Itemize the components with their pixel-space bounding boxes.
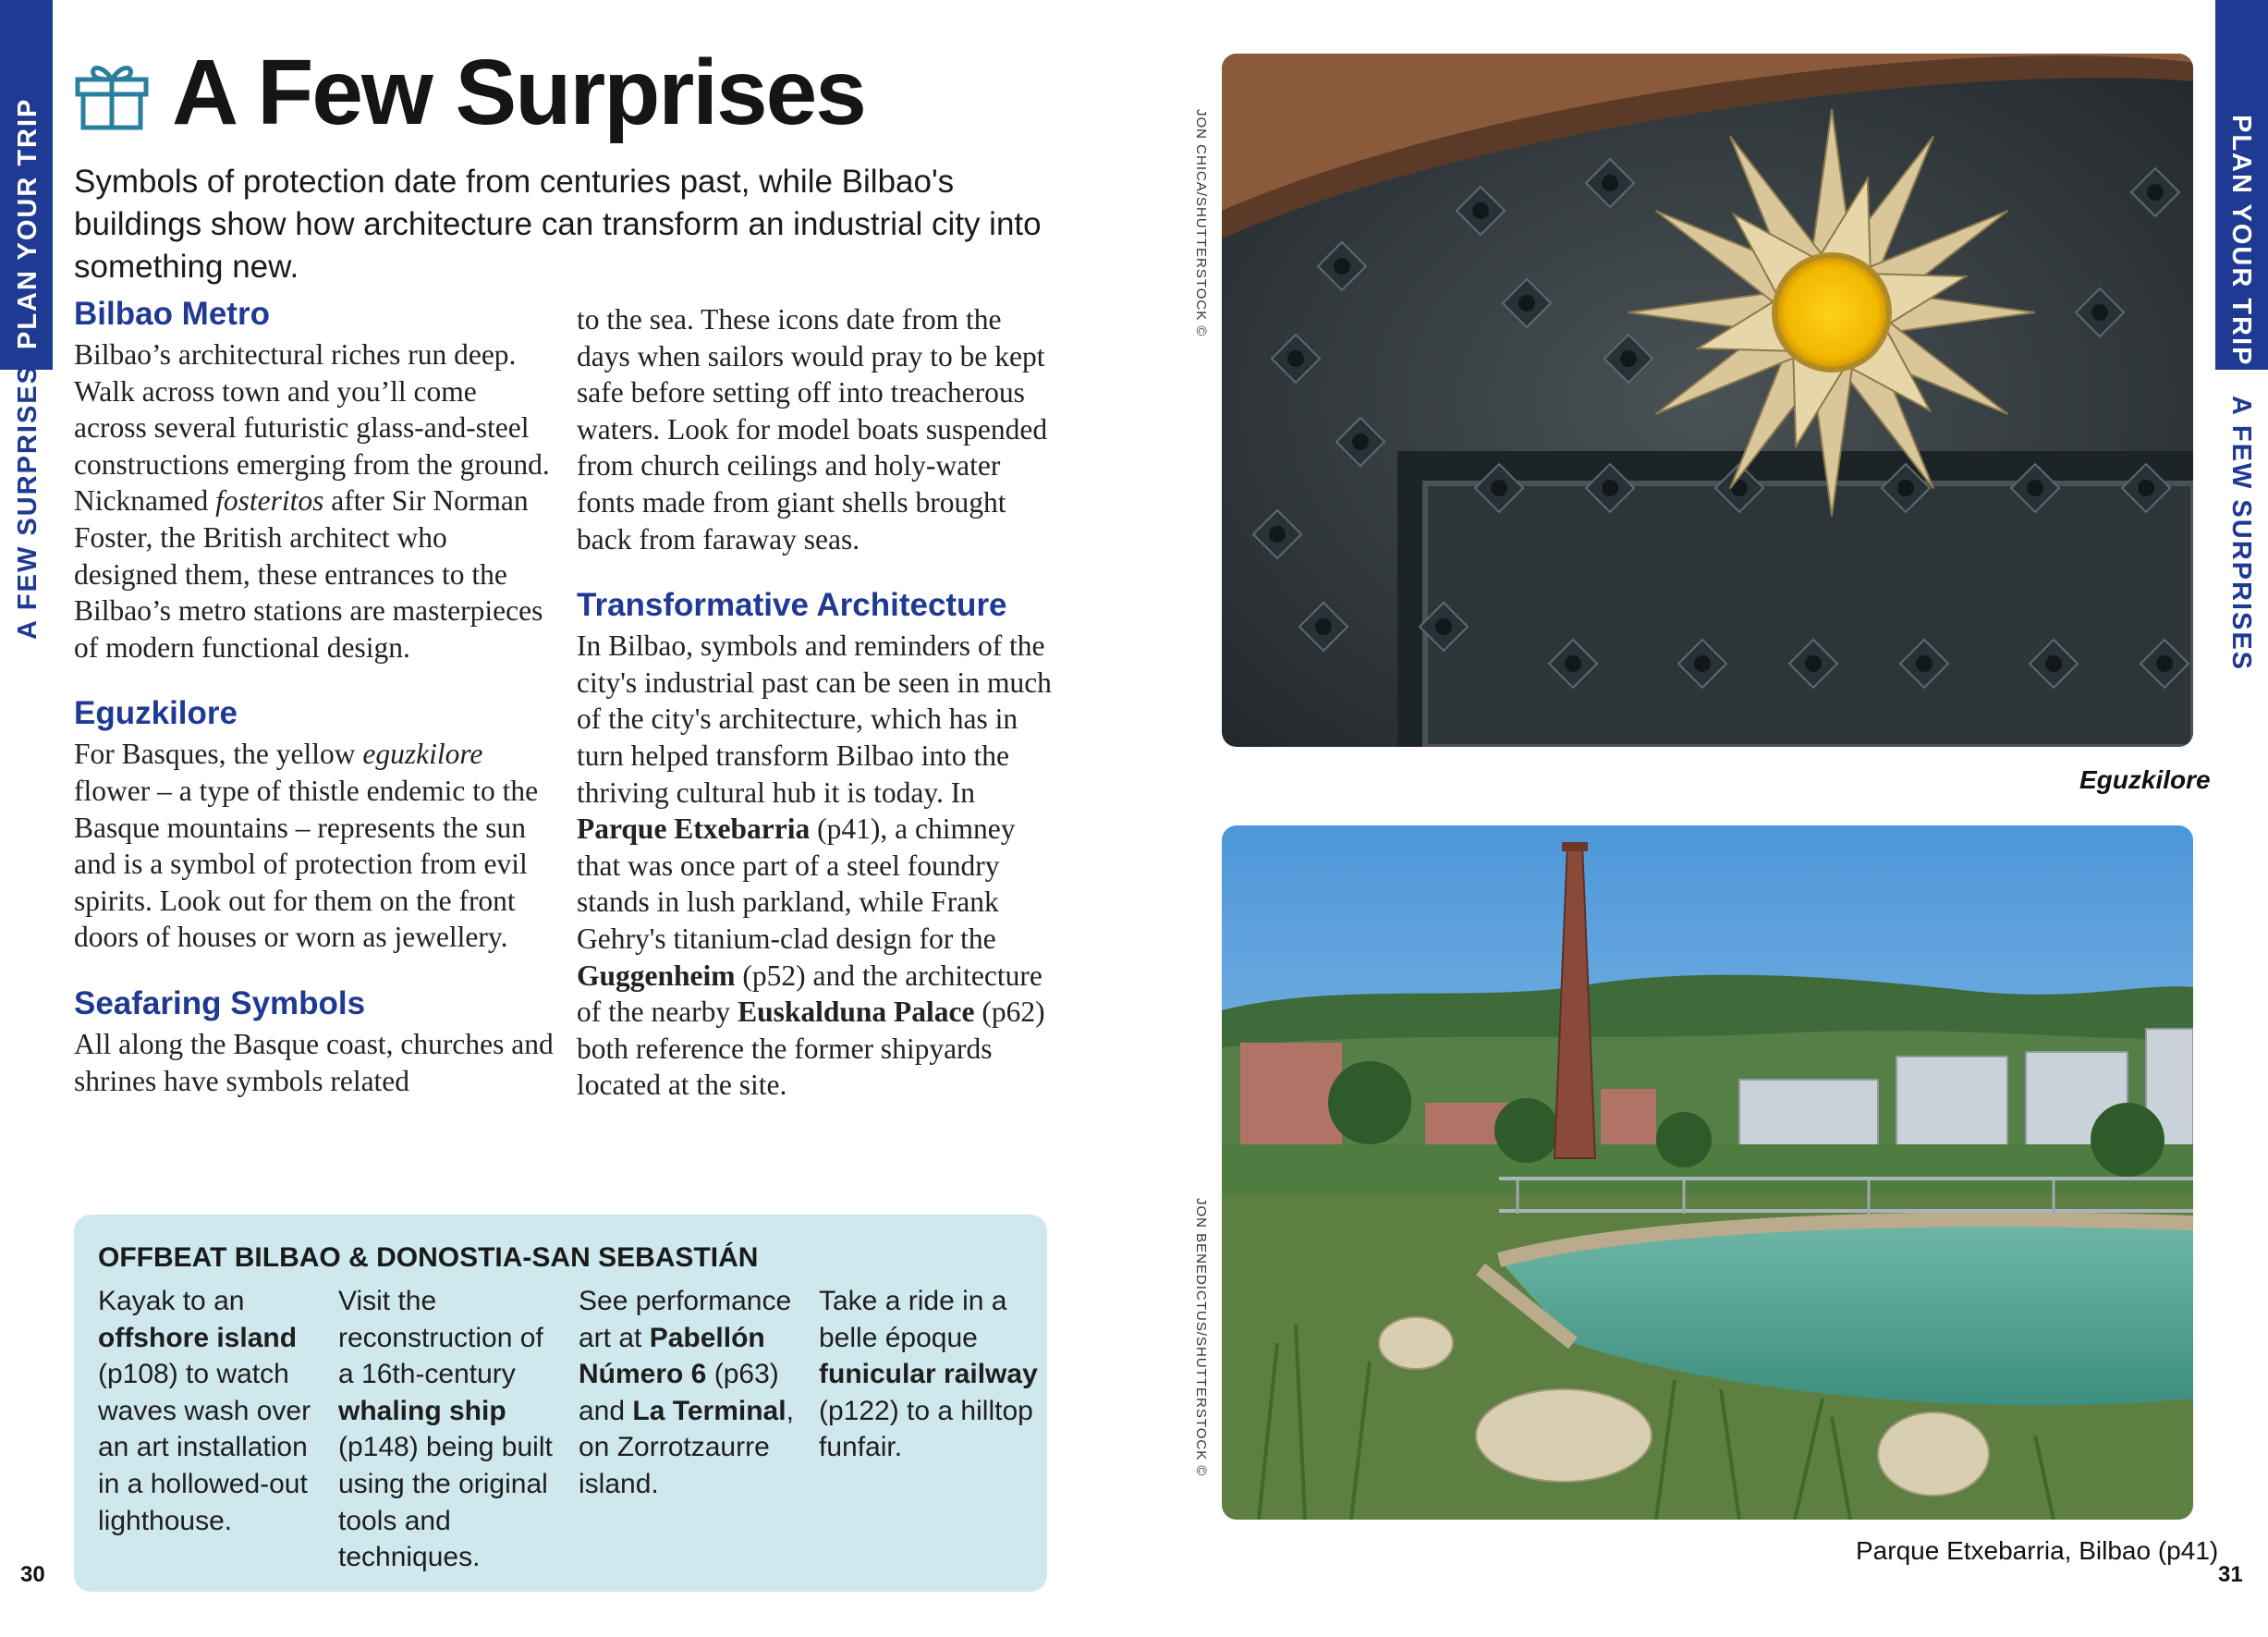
paragraph-seafaring-continued: to the sea. These icons date from the days when sailors would pray to be kept safe before setting off into treacherous waters. Look for model boats suspended from church ceilings and holy-water fonts made from giant shells brought back from faraway seas. [577, 303, 1048, 556]
caption-eguzkilore: Eguzkilore [2079, 765, 2211, 794]
caption-parque-etxebarria: Parque Etxebarria, Bilbao (p41) [1856, 1536, 2219, 1565]
heading-seafaring-symbols: Seafaring Symbols [74, 984, 366, 1021]
left-section-label: A FEW SURPRISES [13, 363, 43, 640]
offbeat-item-4: Take a ride in a belle époque funicular railway (p122) to a hilltop funfair. [819, 1286, 1038, 1463]
offbeat-box-title: OFFBEAT BILBAO & DONOSTIA-SAN SEBASTIÁN [98, 1242, 759, 1273]
offbeat-item-2: Visit the reconstruction of a 16th-century whaling ship (p148) being built using the original tools and techniques. [338, 1286, 553, 1573]
paragraph-transformative-architecture: In Bilbao, symbols and reminders of the city's industrial past can be seen in much of the city's architecture, which has in turn helped transform Bilbao into the thriving cultural hub it is today. In Parque Etxebarria (p41), a chimney that was once part of a steel foundry stands in lush parkland, while Frank Gehry's titanium-clad design for the Guggenheim (p52) and the architecture of the nearby Euskalduna Palace (p62) both reference the former shipyards located at the site. [577, 629, 1052, 1102]
offbeat-item-3: See performance art at Pabellón Número 6 (p63) and La Terminal, on Zorrotzaurre island. [579, 1286, 794, 1499]
intro-paragraph: Symbols of protection date from centuries past, while Bilbao's buildings show how architecture can transform an industrial city into something new. [74, 164, 1042, 285]
photo-credit-top: JON CHICA/SHUTTERSTOCK © [1193, 109, 1209, 337]
left-chapter-tab [0, 0, 53, 370]
left-chapter-label: PLAN YOUR TRIP [13, 97, 43, 349]
offbeat-item-1: Kayak to an offshore island (p108) to watch waves wash over an art installation in a hollowed-out lighthouse. [98, 1286, 311, 1536]
photo-credit-bottom: JON BENEDICTUS/SHUTTERSTOCK © [1193, 1198, 1209, 1477]
right-section-label: A FEW SURPRISES [2226, 396, 2256, 672]
heading-bilbao-metro: Bilbao Metro [74, 296, 270, 332]
photo-parque-etxebarria [1222, 825, 2193, 1520]
paragraph-bilbao-metro: Bilbao’s architectural riches run deep. Walk across town and you’ll come across several futuristic glass-and-steel constructions emerging from the ground. Nicknamed fosteritos after Sir Norman Foster, the British architect who designed them, these entrances to the Bilbao’s metro stations are masterpieces of modern functional design. [74, 338, 550, 664]
text-column-2 [577, 301, 1057, 1104]
gift-icon [74, 54, 150, 131]
page-number-right: 31 [2218, 1562, 2243, 1587]
paragraph-seafaring-start: All along the Basque coast, churches and shrines have symbols related [74, 1027, 554, 1097]
page-title: A Few Surprises [172, 41, 865, 144]
heading-eguzkilore: Eguzkilore [74, 695, 238, 732]
offbeat-box [74, 1215, 1047, 1592]
text-column-1 [74, 294, 555, 1099]
heading-transformative-architecture: Transformative Architecture [577, 587, 1007, 624]
right-chapter-label: PLAN YOUR TRIP [2226, 115, 2256, 367]
paragraph-eguzkilore: For Basques, the yellow eguzkilore flower – a type of thistle endemic to the Basque mountains – represents the sun and is a symbol of protection from evil spirits. Look out for them on the front doors of houses or worn as jewellery. [74, 738, 539, 954]
page-number-left: 30 [20, 1562, 45, 1587]
right-chapter-tab [2215, 0, 2268, 370]
photo-eguzkilore [1222, 54, 2193, 747]
